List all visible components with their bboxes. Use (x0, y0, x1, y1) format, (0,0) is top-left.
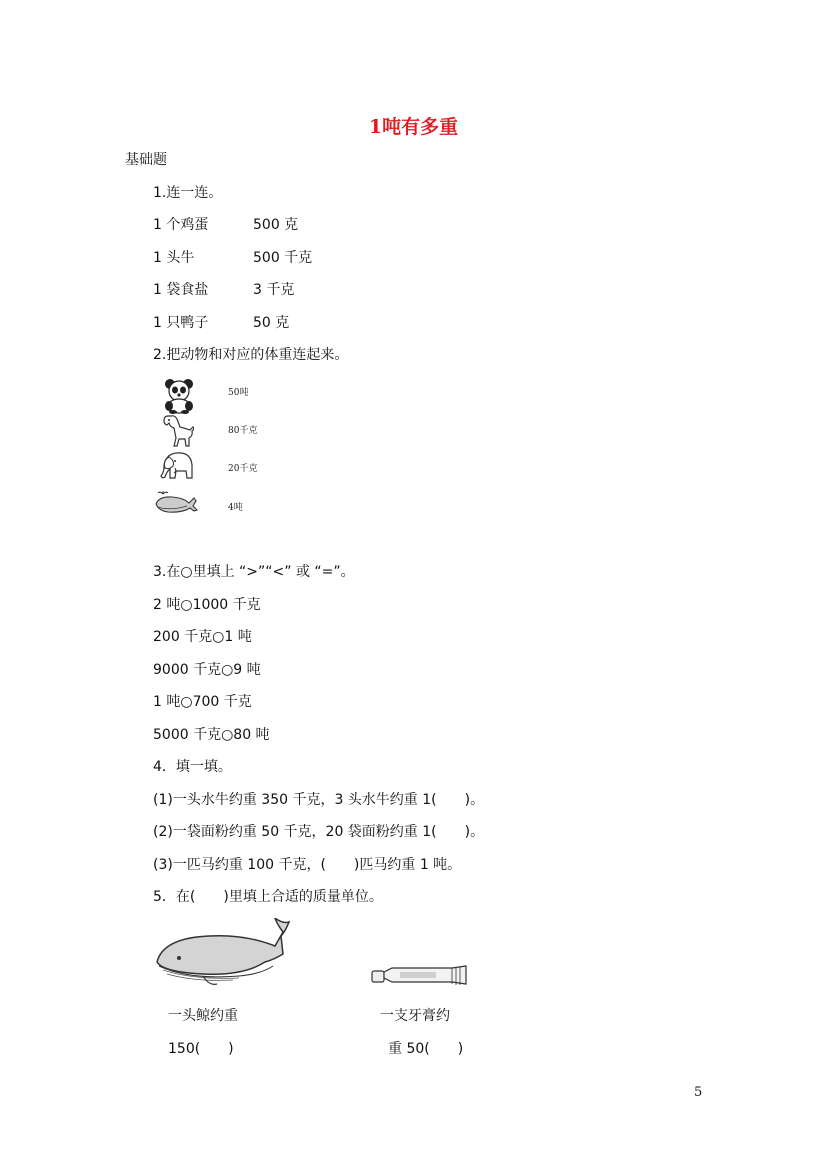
q1-right-item: 500 克 (253, 217, 299, 233)
q1-right-item: 500 千克 (253, 250, 313, 266)
q3-item: 5000 千克○80 吨 (153, 727, 270, 743)
q3-item: 200 千克○1 吨 (153, 629, 252, 645)
whale-answer: 150( ) (168, 1041, 234, 1057)
q4-item: (3)一匹马约重 100 千克，( )匹马约重 1 吨。 (153, 857, 462, 873)
weight-label: 4吨 (228, 503, 243, 513)
q3-item: 9000 千克○9 吨 (153, 662, 261, 678)
elephant-icon (155, 450, 195, 486)
q1-right-item: 3 千克 (253, 282, 295, 298)
q1-heading: 1.连一连。 (153, 185, 223, 201)
whale-caption: 一头鲸约重 (168, 1008, 238, 1024)
q4-heading: 4．填一填。 (153, 759, 232, 775)
whale-icon (153, 918, 299, 992)
q3-item: 2 吨○1000 千克 (153, 597, 261, 613)
q4-item: (2)一袋面粉约重 50 千克，20 袋面粉约重 1( )。 (153, 824, 485, 840)
q1-left-item: 1 个鸡蛋 (153, 217, 209, 233)
q1-left-item: 1 只鸭子 (153, 315, 209, 331)
q2-heading: 2.把动物和对应的体重连起来。 (153, 347, 349, 363)
q1-left-item: 1 头牛 (153, 250, 195, 266)
q5-heading: 5．在( )里填上合适的质量单位。 (153, 889, 383, 905)
weight-label: 20千克 (228, 464, 258, 474)
q3-item: 1 吨○700 千克 (153, 694, 252, 710)
q4-item: (1)一头水牛约重 350 千克，3 头水牛约重 1( )。 (153, 792, 485, 808)
whale-icon (153, 490, 199, 516)
toothpaste-caption: 一支牙膏约 (380, 1008, 450, 1024)
panda-icon (160, 378, 200, 414)
q3-heading: 3.在○里填上 “>”“<” 或 “=”。 (153, 564, 355, 580)
q1-right-item: 50 克 (253, 315, 290, 331)
page-number: 5 (694, 1085, 703, 1100)
page-title: 1吨有多重 (368, 116, 459, 138)
weight-label: 50吨 (228, 388, 249, 398)
dog-icon (160, 412, 194, 448)
toothpaste-icon (370, 960, 470, 990)
weight-label: 80千克 (228, 426, 258, 436)
section-label: 基础题 (125, 152, 167, 168)
toothpaste-answer: 重 50( ) (388, 1041, 464, 1057)
q1-left-item: 1 袋食盐 (153, 282, 209, 298)
